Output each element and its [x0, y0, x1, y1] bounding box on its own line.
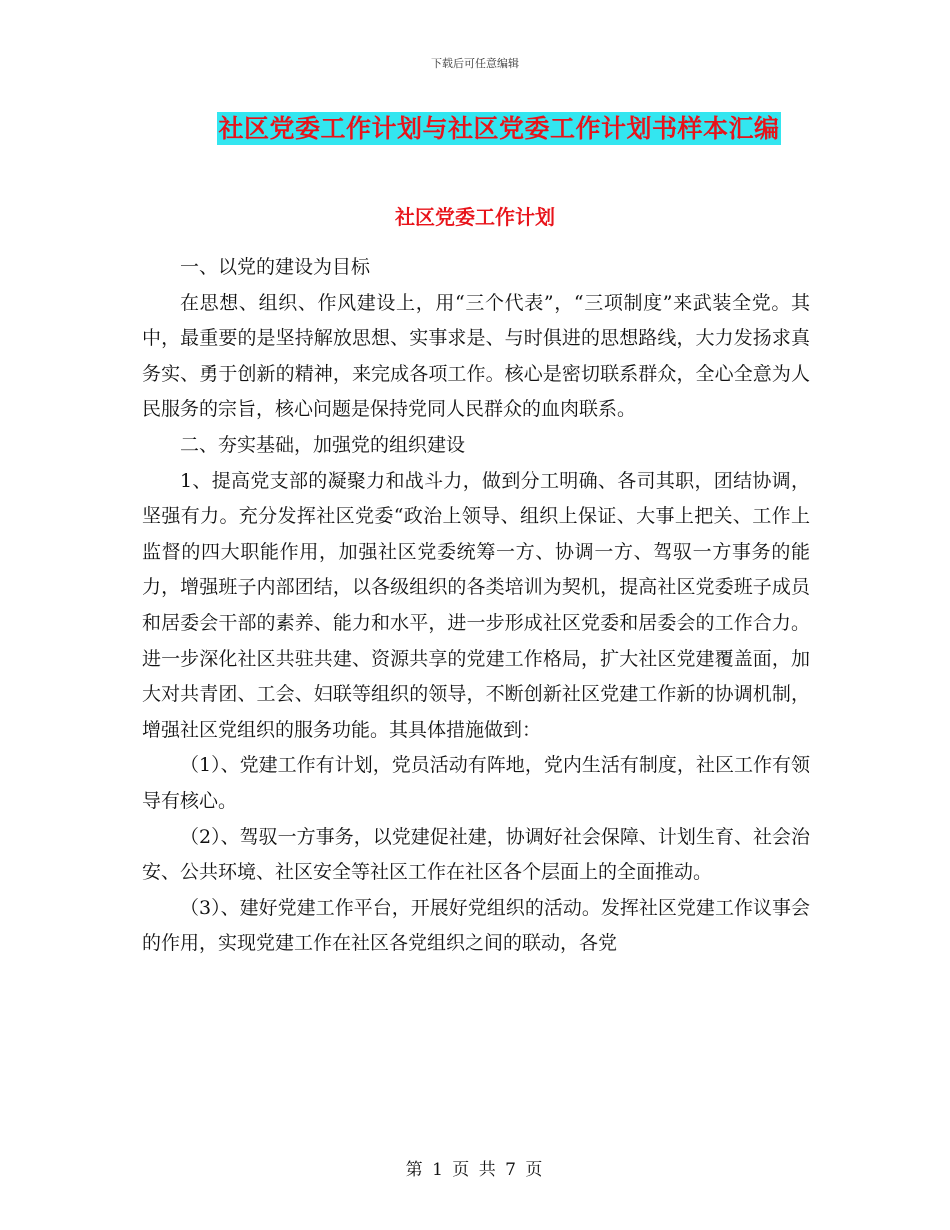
document-title-container — [208, 112, 790, 145]
section-title: 社区党委工作计划 — [395, 205, 555, 229]
document-title: 社区党委工作计划与社区党委工作计划书样本汇编 — [218, 114, 780, 143]
heading-two: 二、夯实基础，加强党的组织建设 — [180, 433, 466, 456]
page-header-note: 下载后可任意编辑 — [431, 57, 519, 70]
document-body — [142, 250, 810, 962]
measure-item-2: （2）、驾驭一方事务，以党建促社建，协调好社会保障、计划生育、社会治安、公共环境、社区安全等社区工作在社区各个层面上的全面推动。 — [142, 825, 810, 884]
measure-item-3: （3）、建好党建工作平台，开展好党组织的活动。发挥社区党建工作议事会的作用，实现党建工作在社区各党组织之间的联动，各党 — [142, 896, 810, 955]
paragraph: 1、提高党支部的凝聚力和战斗力，做到分工明确、各司其职，团结协调，坚强有力。充分发挥社区党委“政治上领导、组织上保证、大事上把关、工作上监督的四大职能作用，加强社区党委统筹一方、协调一方、驾驭一方事务的能力，增强班子内部团结，以各级组织的各类培训为契机，提高社区党委班子成员和居委会干部的素养、能力和水平，进一步形成社区党委和居委会的工作合力。进一步深化社区共驻共建、资源共享的党建工作格局，扩大社区党建覆盖面，加大对共青团、工会、妇联等组织的领导，不断创新社区党建工作新的协调机制，增强社区党组织的服务功能。其具体措施做到： — [142, 469, 810, 741]
paragraph: 在思想、组织、作风建设上，用“三个代表”，“三项制度”来武装全党。其中，最重要的是坚持解放思想、实事求是、与时俱进的思想路线，大力发扬求真务实、勇于创新的精神，来完成各项工作。核心是密切联系群众，全心全意为人民服务的宗旨，核心问题是保持党同人民群众的血肉联系。 — [142, 291, 810, 421]
measure-item-1: （1）、党建工作有计划，党员活动有阵地，党内生活有制度，社区工作有领导有核心。 — [142, 754, 810, 812]
heading-one: 一、以党的建设为目标 — [180, 256, 371, 278]
page-number: 第 1 页 共 7 页 — [405, 1160, 545, 1180]
